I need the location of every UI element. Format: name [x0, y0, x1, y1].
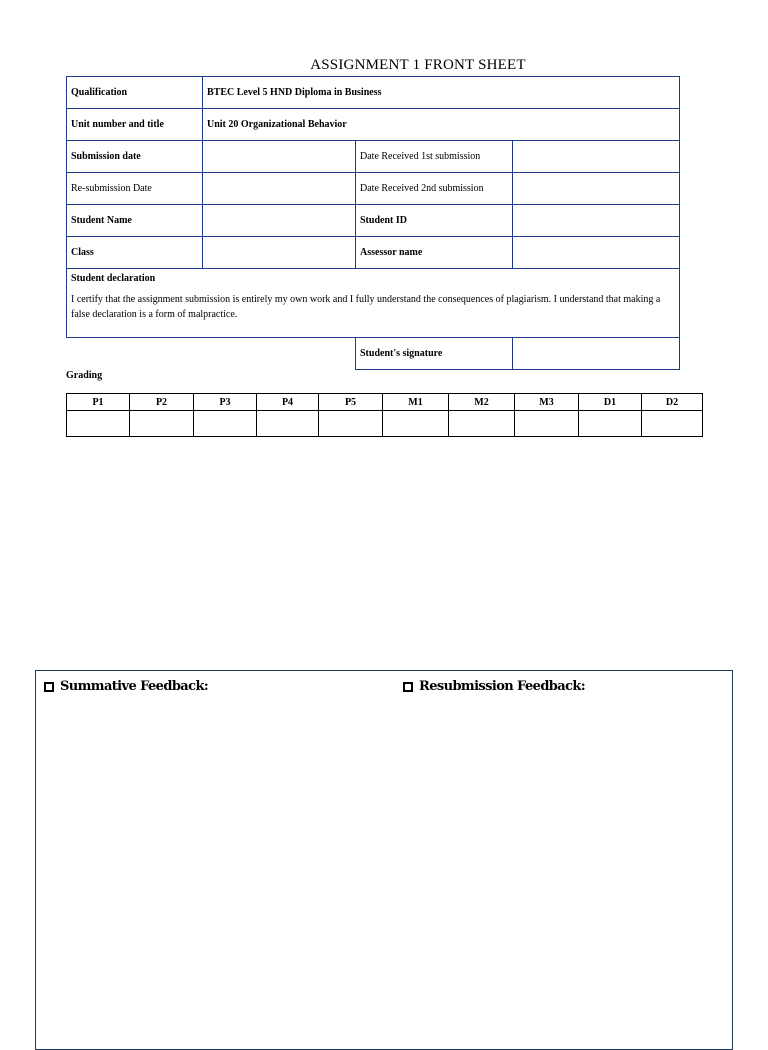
unit-label: Unit number and title — [67, 109, 203, 141]
grade-cell-d1[interactable] — [579, 411, 642, 437]
checkbox-icon[interactable] — [403, 682, 413, 692]
submission-date-label: Submission date — [67, 141, 203, 173]
grade-header-p1: P1 — [67, 394, 130, 411]
date-received-1-label: Date Received 1st submission — [356, 141, 513, 173]
signature-field[interactable] — [513, 338, 680, 370]
grade-header-d2: D2 — [642, 394, 703, 411]
page-title: ASSIGNMENT 1 FRONT SHEET — [310, 57, 526, 73]
resubmission-feedback-label: Resubmission Feedback: — [419, 679, 586, 694]
declaration-text: I certify that the assignment submission is entirely my own work and I fully understand the consequences of plagiarism. I understand that making a false declaration is a form of malpractice. — [71, 294, 661, 320]
grade-cell-p3[interactable] — [194, 411, 257, 437]
student-name-label: Student Name — [67, 205, 203, 237]
resubmission-row — [67, 173, 680, 205]
grade-header-d1: D1 — [579, 394, 642, 411]
grade-header-p5: P5 — [319, 394, 383, 411]
date-received-1-field[interactable] — [513, 141, 680, 173]
student-id-field[interactable] — [513, 205, 680, 237]
unit-value: Unit 20 Organizational Behavior — [203, 109, 680, 141]
grading-label: Grading — [66, 370, 103, 381]
grade-header-m1: M1 — [383, 394, 449, 411]
grade-cell-m2[interactable] — [449, 411, 515, 437]
class-label: Class — [67, 237, 203, 269]
grade-cell-p1[interactable] — [67, 411, 130, 437]
grade-header-p2: P2 — [130, 394, 194, 411]
student-row — [67, 205, 680, 237]
grade-cell-m3[interactable] — [515, 411, 579, 437]
date-received-2-field[interactable] — [513, 173, 680, 205]
resubmission-feedback-item — [403, 679, 585, 694]
qualification-label: Qualification — [67, 77, 203, 109]
class-field[interactable] — [203, 237, 356, 269]
assessor-label: Assessor name — [356, 237, 513, 269]
feedback-box — [35, 670, 733, 1050]
qualification-value: BTEC Level 5 HND Diploma in Business — [203, 77, 680, 109]
declaration-heading: Student declaration — [71, 273, 156, 284]
summative-feedback-label: Summative Feedback: — [60, 679, 209, 694]
grading-header-row — [67, 394, 703, 411]
assessor-field[interactable] — [513, 237, 680, 269]
grade-cell-d2[interactable] — [642, 411, 703, 437]
grade-header-m3: M3 — [515, 394, 579, 411]
submission-date-field[interactable] — [203, 141, 356, 173]
grade-cell-p2[interactable] — [130, 411, 194, 437]
student-id-label: Student ID — [356, 205, 513, 237]
resubmission-date-field[interactable] — [203, 173, 356, 205]
student-name-field[interactable] — [203, 205, 356, 237]
summative-feedback-item — [44, 679, 208, 694]
signature-spacer — [67, 338, 356, 370]
grade-header-p3: P3 — [194, 394, 257, 411]
front-sheet-table — [66, 76, 680, 370]
grade-cell-p4[interactable] — [257, 411, 319, 437]
signature-label: Student's signature — [356, 338, 513, 370]
grading-value-row — [67, 411, 703, 437]
signature-row — [67, 338, 680, 370]
date-received-2-label: Date Received 2nd submission — [356, 173, 513, 205]
grade-cell-m1[interactable] — [383, 411, 449, 437]
grade-cell-p5[interactable] — [319, 411, 383, 437]
unit-row — [67, 109, 680, 141]
declaration-row — [67, 269, 680, 338]
submission-row — [67, 141, 680, 173]
checkbox-icon[interactable] — [44, 682, 54, 692]
qualification-row — [67, 77, 680, 109]
resubmission-date-label: Re-submission Date — [67, 173, 203, 205]
grading-table — [66, 393, 703, 437]
class-row — [67, 237, 680, 269]
declaration-cell — [67, 269, 680, 338]
grade-header-m2: M2 — [449, 394, 515, 411]
grade-header-p4: P4 — [257, 394, 319, 411]
